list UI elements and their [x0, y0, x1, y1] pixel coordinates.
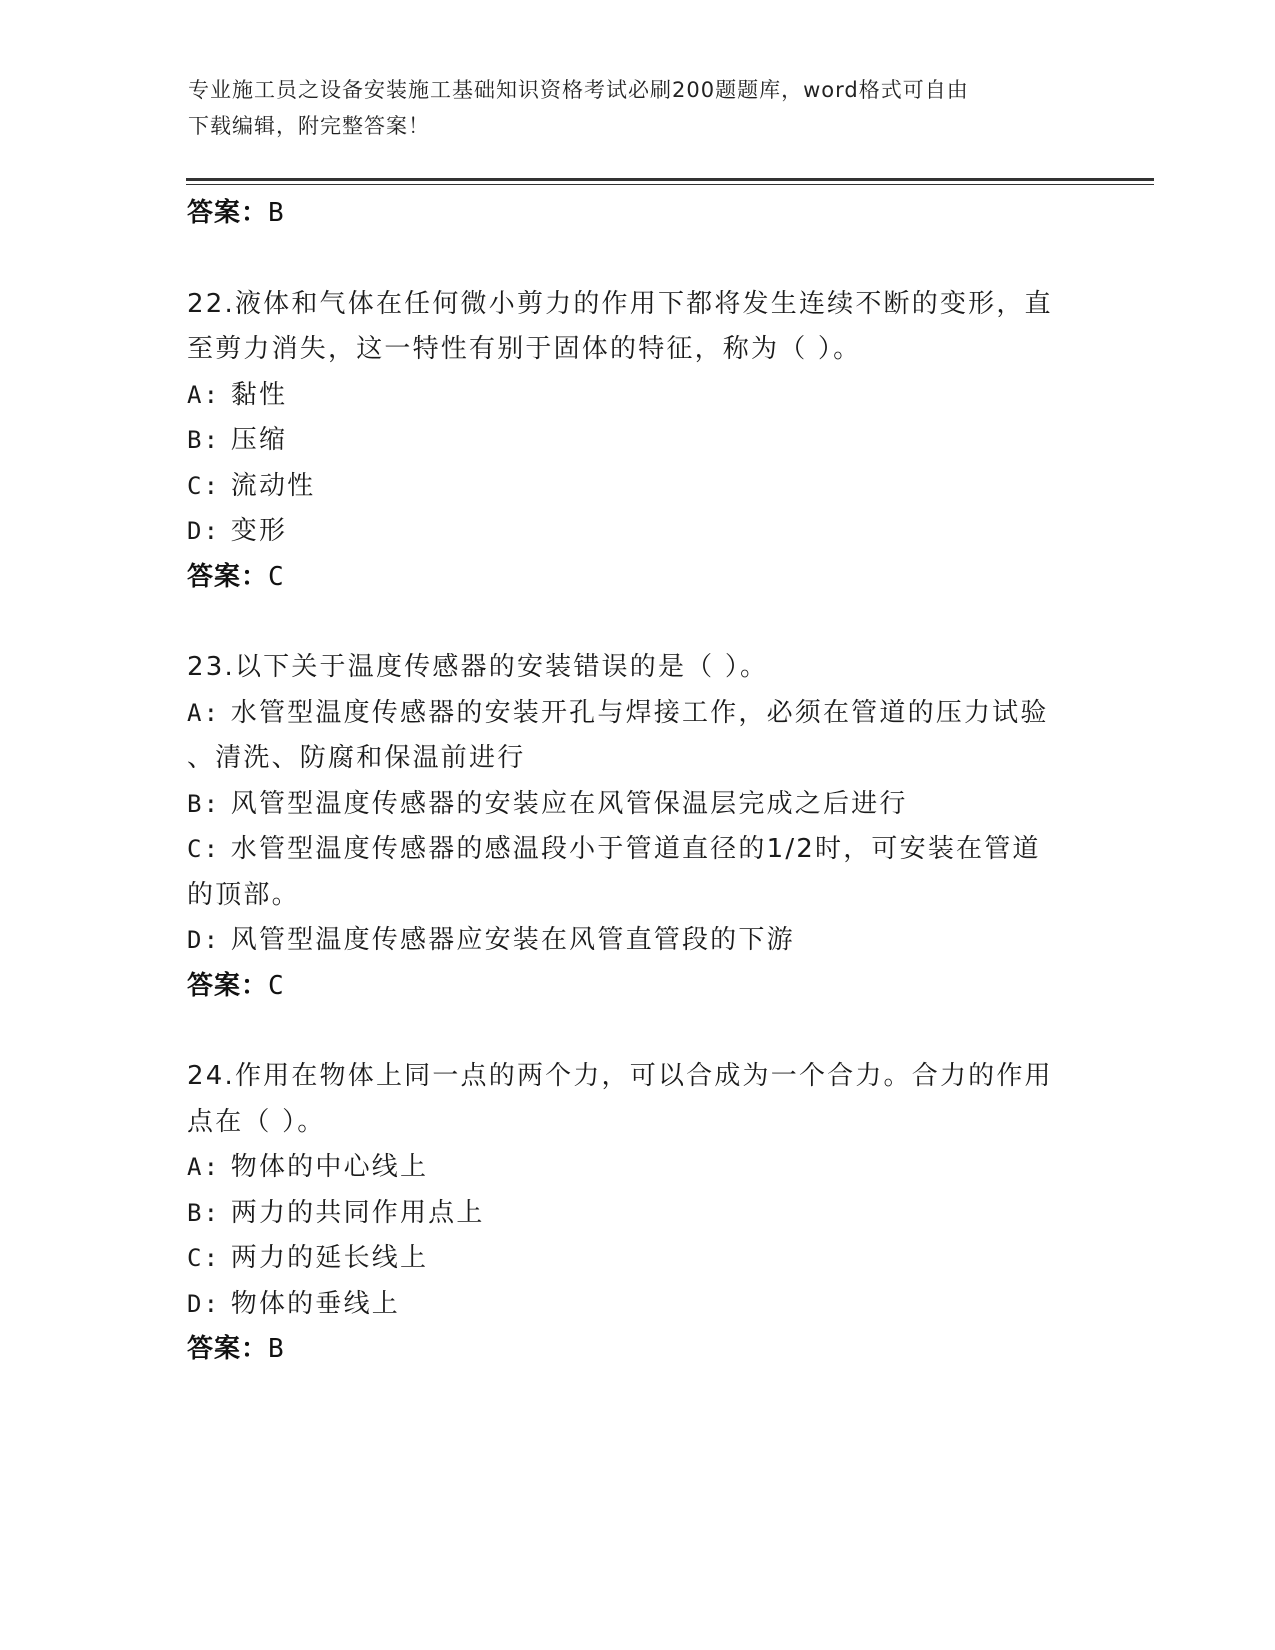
option-d — [187, 1282, 1087, 1328]
option-letter: B: — [187, 1198, 221, 1227]
option-c-continued: 的顶部。 — [187, 879, 300, 910]
question-block — [187, 282, 1087, 601]
previous-answer — [187, 191, 1087, 237]
answer-label: 答案： — [187, 970, 269, 1001]
option-text: 两力的延长线上 — [230, 1243, 429, 1273]
option-d — [187, 509, 1087, 555]
option-d — [187, 918, 1087, 964]
option-text: 水管型温度传感器的安装开孔与焊接工作，必须在管道的压力试验 — [230, 697, 1049, 728]
header-title-line-2: 下载编辑，附完整答案！ — [188, 114, 430, 138]
question-stem: 至剪力消失，这一特性有别于固体的特征，称为（ ）。 — [187, 334, 862, 364]
answer-label: 答案： — [187, 561, 269, 592]
header-divider-thick — [186, 178, 1154, 181]
option-text: 物体的垂线上 — [230, 1288, 400, 1319]
option-letter: A: — [187, 1153, 221, 1181]
option-b — [187, 1191, 1087, 1237]
option-letter: A: — [187, 698, 221, 727]
option-letter: C: — [187, 835, 221, 863]
document-header — [188, 72, 1068, 144]
question-answer — [187, 964, 1087, 1010]
option-text: 物体的中心线上 — [230, 1152, 429, 1182]
answer-value: C — [268, 561, 285, 592]
option-a — [187, 373, 1087, 419]
option-letter: D: — [187, 926, 221, 954]
option-letter: C: — [187, 471, 221, 500]
option-b — [187, 782, 1087, 828]
answer-value: B — [268, 198, 285, 228]
option-text: 风管型温度传感器的安装应在风管保温层完成之后进行 — [230, 788, 908, 819]
question-list — [187, 191, 1087, 1373]
option-c — [187, 464, 1087, 510]
option-text: 压缩 — [230, 425, 288, 455]
answer-label: 答案： — [187, 198, 269, 228]
question-stem: 22.液体和气体在任何微小剪力的作用下都将发生连续不断的变形，直 — [187, 288, 1053, 319]
option-letter: D: — [187, 1289, 221, 1318]
option-text: 两力的共同作用点上 — [230, 1197, 485, 1228]
answer-label: 答案： — [187, 1334, 269, 1364]
option-text: 水管型温度传感器的感温段小于管道直径的1/2时，可安装在管道 — [230, 834, 1041, 864]
option-letter: B: — [187, 789, 221, 818]
question-answer — [187, 1327, 1087, 1373]
question-block — [187, 645, 1087, 1009]
option-text: 风管型温度传感器应安装在风管直管段的下游 — [230, 925, 795, 955]
option-letter: B: — [187, 426, 221, 454]
header-title-line-1: 专业施工员之设备安装施工基础知识资格考试必刷200题题库，word格式可自由 — [188, 78, 969, 102]
option-c — [187, 827, 1087, 873]
option-c — [187, 1236, 1087, 1282]
header-divider-thin — [186, 184, 1154, 185]
option-a-continued: 、清洗、防腐和保温前进行 — [187, 743, 526, 773]
option-b — [187, 418, 1087, 464]
question-stem: 23.以下关于温度传感器的安装错误的是（ ）。 — [187, 652, 769, 682]
answer-value: B — [268, 1334, 285, 1364]
option-a — [187, 1145, 1087, 1191]
question-stem: 点在（ ）。 — [187, 1106, 326, 1137]
option-letter: C: — [187, 1244, 221, 1272]
option-letter: A: — [187, 380, 221, 409]
question-block — [187, 1054, 1087, 1373]
option-text: 黏性 — [230, 379, 288, 410]
option-letter: D: — [187, 517, 221, 545]
question-stem: 24.作用在物体上同一点的两个力，可以合成为一个合力。合力的作用 — [187, 1061, 1053, 1091]
question-answer — [187, 555, 1087, 601]
option-a — [187, 691, 1087, 737]
option-text: 流动性 — [230, 470, 316, 501]
option-text: 变形 — [230, 516, 288, 546]
answer-value: C — [268, 970, 285, 1001]
